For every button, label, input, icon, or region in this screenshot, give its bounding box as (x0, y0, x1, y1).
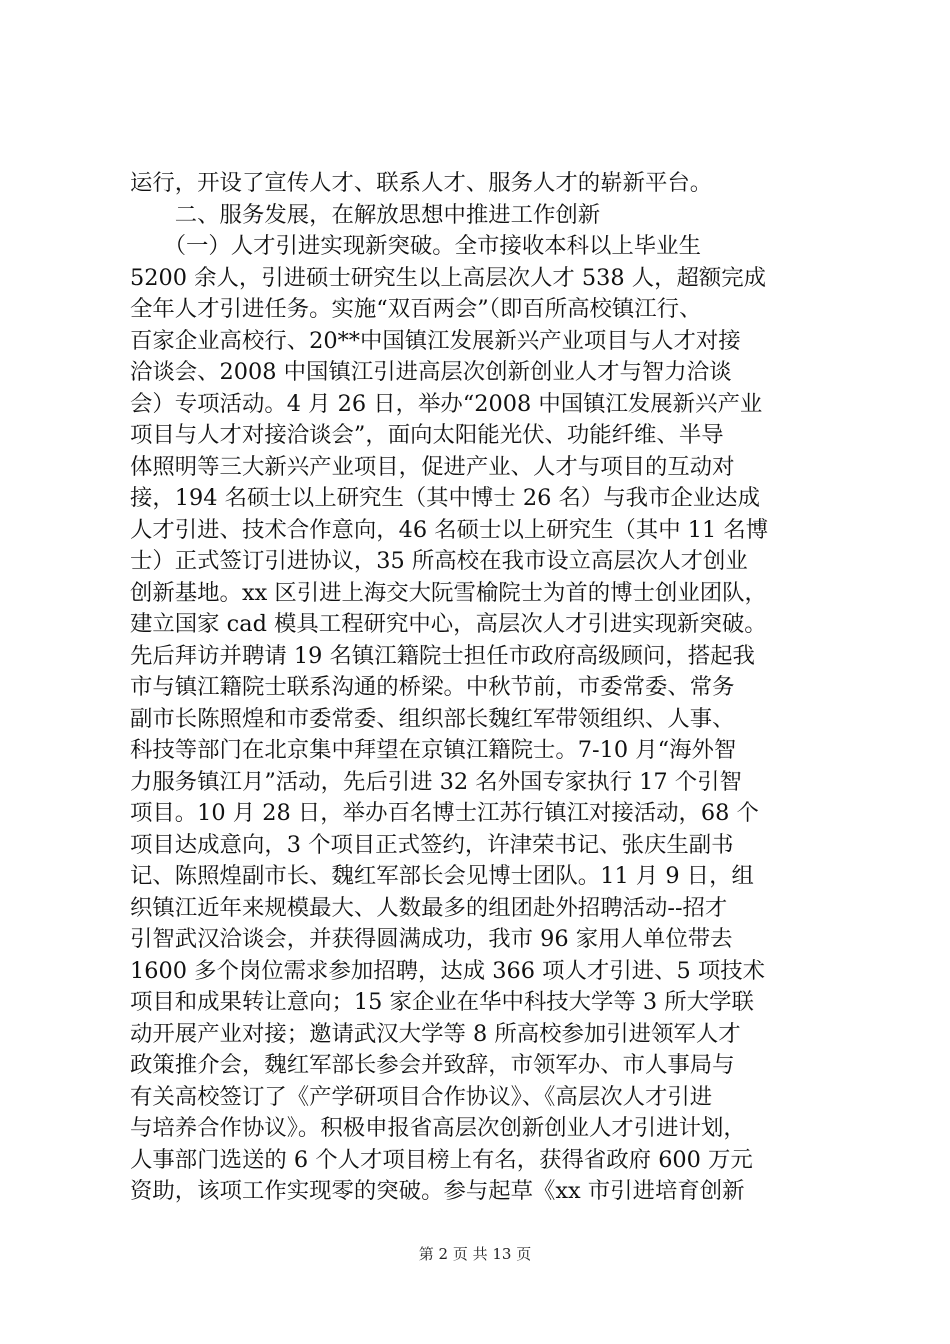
text-line: 动开展产业对接；邀请武汉大学等 8 所高校参加引进领军人才 (130, 1020, 741, 1047)
text-line: 副市长陈照煌和市委常委、组织部长魏红军带领组织、人事、 (130, 705, 735, 732)
text-line: 体照明等三大新兴产业项目，促进产业、人才与项目的互动对 (130, 453, 735, 480)
text-line: 洽谈会、2008 中国镇江引进高层次创新创业人才与智力洽谈 (130, 359, 732, 385)
text-line: 引智武汉洽谈会，并获得圆满成功，我市 96 家用人单位带去 (130, 926, 733, 952)
text-line: 记、陈照煌副市长、魏红军部长会见博士团队。11 月 9 日，组 (130, 863, 754, 889)
text-line: 市与镇江籍院士联系沟通的桥梁。中秋节前，市委常委、常务 (130, 674, 735, 700)
text-line: 创新基地。xx 区引进上海交大阮雪榆院士为首的博士创业团队， (130, 579, 767, 606)
text-line: 百家企业高校行、20**中国镇江发展新兴产业项目与人才对接 (130, 327, 741, 354)
page-footer: 第 2 页 共 13 页 (418, 1245, 532, 1263)
text-line: 人事部门选送的 6 个人才项目榜上有名，获得省政府 600 万元 (130, 1146, 753, 1173)
text-line: 力服务镇江月”活动，先后引进 32 名外国专家执行 17 个引智 (130, 768, 742, 795)
text-line: 项目达成意向，3 个项目正式签约，许津荣书记、张庆生副书 (130, 831, 734, 858)
text-line: 会）专项活动。4 月 26 日，举办“2008 中国镇江发展新兴产业 (130, 390, 763, 417)
text-line: 与培养合作协议》。积极申报省高层次创新创业人才引进计划， (130, 1115, 746, 1141)
text-line: 全年人才引进任务。实施“双百两会”（即百所高校镇江行、 (130, 296, 702, 322)
text-line: 资助，该项工作实现零的突破。参与起草《xx 市引进培育创新 (130, 1178, 745, 1204)
text-line: 项目。10 月 28 日，举办百名博士江苏行镇江对接活动，68 个 (130, 800, 759, 826)
text-line: 士）正式签订引进协议，35 所高校在我市设立高层次人才创业 (130, 548, 748, 574)
text-line: 5200 余人，引进硕士研究生以上高层次人才 538 人，超额完成 (130, 264, 767, 291)
text-line: （一）人才引进实现新突破。全市接收本科以上毕业生 (130, 233, 701, 259)
text-line: 运行，开设了宣传人才、联系人才、服务人才的崭新平台。 (130, 170, 713, 196)
body-text (130, 168, 830, 1208)
text-line: 先后拜访并聘请 19 名镇江籍院士担任市政府高级顾问，搭起我 (130, 642, 755, 669)
text-line: 政策推介会，魏红军部长参会并致辞，市领军办、市人事局与 (130, 1052, 735, 1078)
text-line: 人才引进、技术合作意向，46 名硕士以上研究生（其中 11 名博 (130, 516, 769, 543)
text-line: 织镇江近年来规模最大、人数最多的组团赴外招聘活动--招才 (130, 894, 728, 921)
text-line: 建立国家 cad 模具工程研究中心，高层次人才引进实现新突破。 (130, 611, 767, 637)
text-line: 项目与人才对接洽谈会”，面向太阳能光伏、功能纤维、半导 (130, 422, 724, 448)
text-line: 二、服务发展，在解放思想中推进工作创新 (130, 201, 601, 228)
text-line: 科技等部门在北京集中拜望在京镇江籍院士。7-10 月“海外智 (130, 737, 737, 763)
text-line: 项目和成果转让意向；15 家企业在华中科技大学等 3 所大学联 (130, 989, 754, 1015)
text-line: 接，194 名硕士以上研究生（其中博士 26 名）与我市企业达成 (130, 485, 760, 511)
text-line: 1600 多个岗位需求参加招聘，达成 366 项人才引进、5 项技术 (130, 957, 766, 984)
text-line: 有关高校签订了《产学研项目合作协议》、《高层次人才引进 (130, 1083, 713, 1110)
